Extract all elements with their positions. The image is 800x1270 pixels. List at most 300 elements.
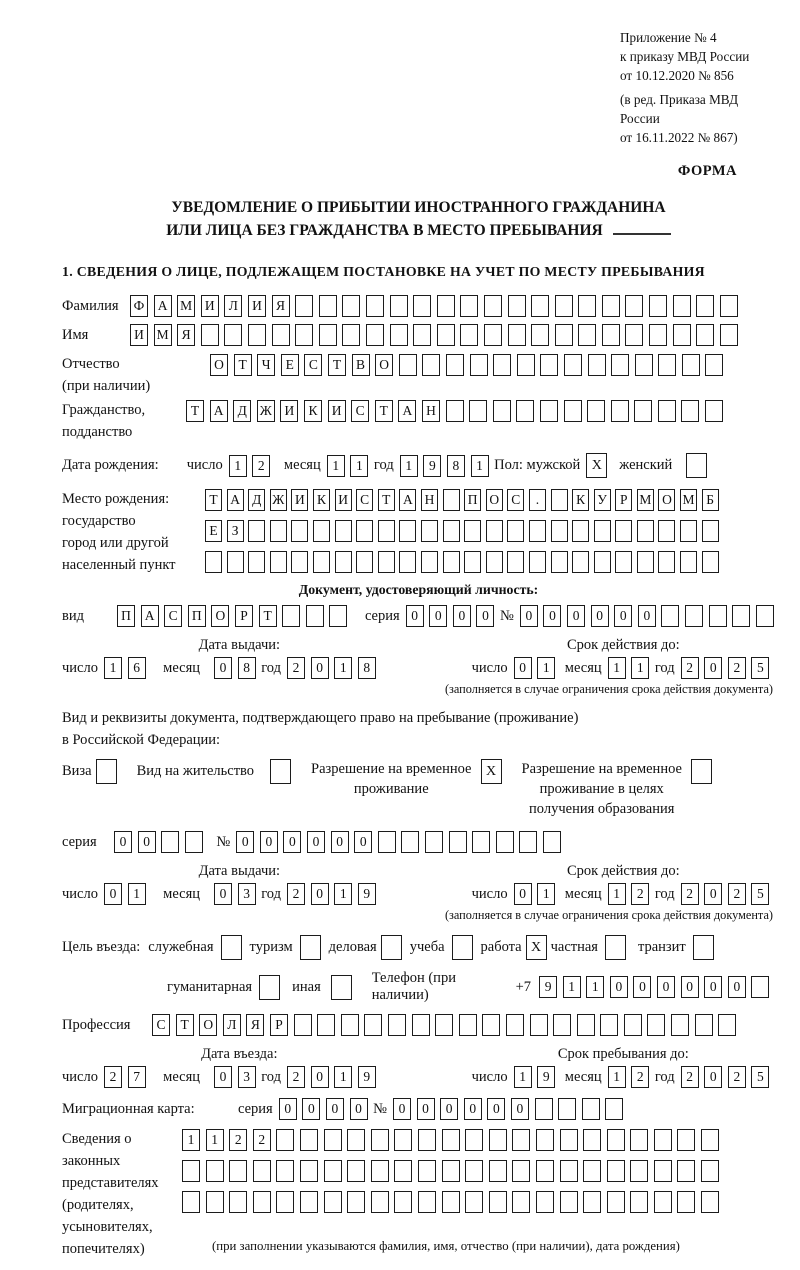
char-cell[interactable]: 0 — [704, 883, 722, 905]
char-cell[interactable]: Я — [177, 324, 195, 346]
char-cell[interactable] — [412, 1014, 430, 1036]
char-cell[interactable] — [615, 551, 632, 573]
char-cell[interactable] — [654, 1191, 672, 1213]
char-cell[interactable] — [658, 551, 675, 573]
char-cell[interactable] — [270, 520, 287, 542]
char-cell[interactable]: 1 — [334, 657, 352, 679]
char-cell[interactable]: О — [211, 605, 229, 627]
char-cell[interactable] — [206, 1191, 224, 1213]
char-cell[interactable]: 0 — [514, 657, 532, 679]
char-cell[interactable] — [482, 1014, 500, 1036]
char-cell[interactable] — [425, 831, 443, 853]
char-cell[interactable]: 2 — [728, 1066, 746, 1088]
char-cell[interactable] — [531, 295, 549, 317]
char-cell[interactable]: 1 — [104, 657, 122, 679]
char-cell[interactable] — [364, 1014, 382, 1036]
char-cell[interactable] — [508, 295, 526, 317]
char-cell[interactable] — [540, 400, 558, 422]
char-cell[interactable] — [248, 520, 265, 542]
char-cell[interactable] — [671, 1014, 689, 1036]
char-cell[interactable]: 2 — [681, 1066, 699, 1088]
char-cell[interactable] — [449, 831, 467, 853]
char-cell[interactable]: 1 — [537, 883, 555, 905]
char-cell[interactable] — [394, 1129, 412, 1151]
char-cell[interactable]: Д — [248, 489, 265, 511]
char-cell[interactable]: 2 — [104, 1066, 122, 1088]
char-cell[interactable] — [506, 1014, 524, 1036]
char-cell[interactable]: 0 — [487, 1098, 505, 1120]
char-cell[interactable] — [701, 1160, 719, 1182]
char-cell[interactable]: 2 — [728, 657, 746, 679]
char-cell[interactable] — [583, 1129, 601, 1151]
char-cell[interactable] — [718, 1014, 736, 1036]
char-cell[interactable] — [319, 324, 337, 346]
char-cell[interactable]: К — [304, 400, 322, 422]
char-cell[interactable] — [421, 551, 438, 573]
char-cell[interactable]: 9 — [358, 883, 376, 905]
char-cell[interactable] — [276, 1191, 294, 1213]
char-cell[interactable]: 9 — [537, 1066, 555, 1088]
char-cell[interactable]: Р — [270, 1014, 288, 1036]
char-cell[interactable]: 0 — [302, 1098, 320, 1120]
char-cell[interactable] — [649, 324, 667, 346]
char-cell[interactable]: 1 — [229, 455, 247, 477]
char-cell[interactable] — [306, 605, 324, 627]
char-cell[interactable]: 0 — [260, 831, 278, 853]
char-cell[interactable]: 1 — [537, 657, 555, 679]
char-cell[interactable] — [696, 324, 714, 346]
char-cell[interactable]: 8 — [358, 657, 376, 679]
char-cell[interactable] — [551, 520, 568, 542]
char-cell[interactable]: А — [154, 295, 172, 317]
char-cell[interactable] — [605, 1098, 623, 1120]
char-cell[interactable]: И — [201, 295, 219, 317]
char-cell[interactable] — [371, 1129, 389, 1151]
visa-checkbox[interactable] — [96, 759, 117, 784]
char-cell[interactable] — [282, 605, 300, 627]
char-cell[interactable]: М — [177, 295, 195, 317]
char-cell[interactable]: 0 — [591, 605, 609, 627]
char-cell[interactable] — [551, 551, 568, 573]
char-cell[interactable] — [335, 520, 352, 542]
char-cell[interactable]: 1 — [128, 883, 146, 905]
char-cell[interactable]: . — [529, 489, 546, 511]
char-cell[interactable] — [607, 1129, 625, 1151]
char-cell[interactable] — [587, 400, 605, 422]
char-cell[interactable] — [635, 354, 653, 376]
char-cell[interactable] — [685, 605, 703, 627]
char-cell[interactable] — [536, 1129, 554, 1151]
char-cell[interactable] — [469, 400, 487, 422]
char-cell[interactable] — [224, 324, 242, 346]
char-cell[interactable] — [291, 520, 308, 542]
char-cell[interactable]: М — [154, 324, 172, 346]
char-cell[interactable] — [442, 1129, 460, 1151]
char-cell[interactable] — [459, 1014, 477, 1036]
char-cell[interactable] — [582, 1098, 600, 1120]
char-cell[interactable] — [564, 400, 582, 422]
char-cell[interactable] — [366, 324, 384, 346]
char-cell[interactable]: 2 — [253, 1129, 271, 1151]
char-cell[interactable] — [600, 1014, 618, 1036]
char-cell[interactable]: 0 — [681, 976, 699, 998]
char-cell[interactable]: К — [572, 489, 589, 511]
char-cell[interactable] — [732, 605, 750, 627]
char-cell[interactable]: 0 — [307, 831, 325, 853]
char-cell[interactable]: С — [356, 489, 373, 511]
char-cell[interactable] — [607, 1160, 625, 1182]
char-cell[interactable] — [677, 1160, 695, 1182]
char-cell[interactable] — [443, 551, 460, 573]
char-cell[interactable] — [446, 354, 464, 376]
char-cell[interactable] — [696, 295, 714, 317]
char-cell[interactable]: 5 — [751, 657, 769, 679]
char-cell[interactable]: 6 — [128, 657, 146, 679]
char-cell[interactable] — [484, 295, 502, 317]
char-cell[interactable]: 1 — [206, 1129, 224, 1151]
char-cell[interactable] — [435, 1014, 453, 1036]
char-cell[interactable]: П — [464, 489, 481, 511]
char-cell[interactable]: 2 — [681, 657, 699, 679]
char-cell[interactable] — [324, 1191, 342, 1213]
char-cell[interactable]: 0 — [520, 605, 538, 627]
char-cell[interactable]: А — [141, 605, 159, 627]
char-cell[interactable]: 5 — [751, 1066, 769, 1088]
char-cell[interactable]: 0 — [214, 657, 232, 679]
char-cell[interactable] — [705, 400, 723, 422]
char-cell[interactable] — [695, 1014, 713, 1036]
char-cell[interactable] — [489, 1160, 507, 1182]
char-cell[interactable] — [531, 324, 549, 346]
char-cell[interactable]: Ч — [257, 354, 275, 376]
char-cell[interactable]: 0 — [453, 605, 471, 627]
char-cell[interactable] — [272, 324, 290, 346]
char-cell[interactable] — [465, 1191, 483, 1213]
char-cell[interactable]: 0 — [283, 831, 301, 853]
char-cell[interactable]: С — [152, 1014, 170, 1036]
char-cell[interactable] — [378, 831, 396, 853]
char-cell[interactable] — [543, 831, 561, 853]
char-cell[interactable]: З — [227, 520, 244, 542]
char-cell[interactable] — [437, 324, 455, 346]
char-cell[interactable]: 0 — [311, 657, 329, 679]
char-cell[interactable]: И — [335, 489, 352, 511]
char-cell[interactable]: 0 — [354, 831, 372, 853]
char-cell[interactable] — [673, 324, 691, 346]
char-cell[interactable] — [489, 1191, 507, 1213]
char-cell[interactable] — [437, 295, 455, 317]
char-cell[interactable] — [342, 324, 360, 346]
char-cell[interactable]: 1 — [327, 455, 345, 477]
char-cell[interactable] — [394, 1160, 412, 1182]
char-cell[interactable] — [489, 1129, 507, 1151]
char-cell[interactable]: Ж — [257, 400, 275, 422]
char-cell[interactable] — [555, 324, 573, 346]
char-cell[interactable] — [418, 1191, 436, 1213]
char-cell[interactable] — [486, 520, 503, 542]
char-cell[interactable] — [324, 1129, 342, 1151]
char-cell[interactable] — [602, 295, 620, 317]
char-cell[interactable]: К — [313, 489, 330, 511]
char-cell[interactable] — [371, 1191, 389, 1213]
char-cell[interactable] — [390, 295, 408, 317]
char-cell[interactable]: 9 — [539, 976, 557, 998]
char-cell[interactable]: А — [227, 489, 244, 511]
purpose-study-checkbox[interactable] — [452, 935, 473, 960]
char-cell[interactable]: 0 — [214, 1066, 232, 1088]
char-cell[interactable]: 0 — [476, 605, 494, 627]
purpose-work-checkbox[interactable]: X — [526, 935, 547, 960]
char-cell[interactable] — [347, 1191, 365, 1213]
char-cell[interactable] — [378, 551, 395, 573]
char-cell[interactable] — [705, 354, 723, 376]
char-cell[interactable] — [201, 324, 219, 346]
char-cell[interactable] — [319, 295, 337, 317]
char-cell[interactable] — [295, 295, 313, 317]
char-cell[interactable] — [720, 324, 738, 346]
char-cell[interactable]: 0 — [236, 831, 254, 853]
char-cell[interactable] — [701, 1129, 719, 1151]
char-cell[interactable] — [611, 354, 629, 376]
char-cell[interactable] — [399, 520, 416, 542]
char-cell[interactable]: А — [398, 400, 416, 422]
char-cell[interactable]: 0 — [657, 976, 675, 998]
char-cell[interactable] — [399, 551, 416, 573]
purpose-commercial-checkbox[interactable] — [381, 935, 402, 960]
char-cell[interactable] — [317, 1014, 335, 1036]
char-cell[interactable] — [560, 1129, 578, 1151]
char-cell[interactable]: Т — [234, 354, 252, 376]
char-cell[interactable] — [681, 400, 699, 422]
char-cell[interactable]: Н — [421, 489, 438, 511]
char-cell[interactable] — [751, 976, 769, 998]
char-cell[interactable] — [516, 400, 534, 422]
char-cell[interactable] — [602, 324, 620, 346]
residence-permit-checkbox[interactable] — [270, 759, 291, 784]
char-cell[interactable]: 0 — [138, 831, 156, 853]
char-cell[interactable] — [470, 354, 488, 376]
char-cell[interactable]: 0 — [704, 1066, 722, 1088]
char-cell[interactable] — [465, 1160, 483, 1182]
char-cell[interactable] — [300, 1160, 318, 1182]
char-cell[interactable]: Т — [205, 489, 222, 511]
char-cell[interactable] — [460, 295, 478, 317]
char-cell[interactable]: 5 — [751, 883, 769, 905]
char-cell[interactable] — [182, 1160, 200, 1182]
char-cell[interactable]: 2 — [287, 1066, 305, 1088]
char-cell[interactable] — [270, 551, 287, 573]
purpose-transit-checkbox[interactable] — [693, 935, 714, 960]
sex-female-checkbox[interactable] — [686, 453, 707, 478]
char-cell[interactable]: 0 — [440, 1098, 458, 1120]
char-cell[interactable] — [658, 520, 675, 542]
char-cell[interactable] — [460, 324, 478, 346]
char-cell[interactable]: 1 — [563, 976, 581, 998]
char-cell[interactable]: Ф — [130, 295, 148, 317]
char-cell[interactable] — [182, 1191, 200, 1213]
char-cell[interactable]: Р — [235, 605, 253, 627]
char-cell[interactable] — [756, 605, 774, 627]
char-cell[interactable]: Ж — [270, 489, 287, 511]
char-cell[interactable]: У — [594, 489, 611, 511]
char-cell[interactable] — [422, 354, 440, 376]
char-cell[interactable] — [517, 354, 535, 376]
char-cell[interactable] — [553, 1014, 571, 1036]
char-cell[interactable] — [508, 324, 526, 346]
char-cell[interactable]: 1 — [334, 883, 352, 905]
char-cell[interactable]: 2 — [287, 883, 305, 905]
char-cell[interactable] — [572, 520, 589, 542]
char-cell[interactable] — [588, 354, 606, 376]
char-cell[interactable] — [577, 1014, 595, 1036]
char-cell[interactable]: 0 — [326, 1098, 344, 1120]
purpose-humanitarian-checkbox[interactable] — [259, 975, 280, 1000]
char-cell[interactable] — [493, 354, 511, 376]
char-cell[interactable]: 0 — [104, 883, 122, 905]
char-cell[interactable]: 0 — [567, 605, 585, 627]
char-cell[interactable]: И — [291, 489, 308, 511]
char-cell[interactable]: 0 — [114, 831, 132, 853]
char-cell[interactable]: Т — [328, 354, 346, 376]
char-cell[interactable]: 0 — [728, 976, 746, 998]
char-cell[interactable] — [540, 354, 558, 376]
char-cell[interactable]: Н — [422, 400, 440, 422]
char-cell[interactable]: 0 — [511, 1098, 529, 1120]
char-cell[interactable] — [654, 1129, 672, 1151]
char-cell[interactable]: 3 — [238, 1066, 256, 1088]
char-cell[interactable] — [677, 1129, 695, 1151]
char-cell[interactable]: 0 — [417, 1098, 435, 1120]
char-cell[interactable] — [702, 551, 719, 573]
char-cell[interactable] — [342, 295, 360, 317]
char-cell[interactable]: 0 — [311, 883, 329, 905]
char-cell[interactable] — [446, 400, 464, 422]
char-cell[interactable]: 0 — [614, 605, 632, 627]
char-cell[interactable]: Б — [702, 489, 719, 511]
char-cell[interactable] — [709, 605, 727, 627]
char-cell[interactable] — [680, 551, 697, 573]
char-cell[interactable] — [634, 400, 652, 422]
char-cell[interactable]: Р — [615, 489, 632, 511]
char-cell[interactable]: 2 — [287, 657, 305, 679]
char-cell[interactable]: 1 — [350, 455, 368, 477]
char-cell[interactable] — [529, 520, 546, 542]
char-cell[interactable]: 0 — [543, 605, 561, 627]
char-cell[interactable]: 1 — [334, 1066, 352, 1088]
char-cell[interactable]: 0 — [279, 1098, 297, 1120]
char-cell[interactable] — [654, 1160, 672, 1182]
purpose-tourism-checkbox[interactable] — [300, 935, 321, 960]
char-cell[interactable] — [558, 1098, 576, 1120]
char-cell[interactable]: 0 — [214, 883, 232, 905]
char-cell[interactable]: 2 — [728, 883, 746, 905]
char-cell[interactable]: 0 — [464, 1098, 482, 1120]
char-cell[interactable] — [625, 324, 643, 346]
char-cell[interactable] — [394, 1191, 412, 1213]
char-cell[interactable]: 7 — [128, 1066, 146, 1088]
char-cell[interactable] — [493, 400, 511, 422]
char-cell[interactable]: С — [164, 605, 182, 627]
char-cell[interactable] — [413, 295, 431, 317]
char-cell[interactable] — [529, 551, 546, 573]
char-cell[interactable] — [594, 520, 611, 542]
purpose-other-checkbox[interactable] — [331, 975, 352, 1000]
char-cell[interactable]: 8 — [447, 455, 465, 477]
char-cell[interactable] — [564, 354, 582, 376]
char-cell[interactable] — [205, 551, 222, 573]
char-cell[interactable] — [512, 1129, 530, 1151]
char-cell[interactable] — [624, 1014, 642, 1036]
char-cell[interactable]: 2 — [252, 455, 270, 477]
char-cell[interactable]: 1 — [471, 455, 489, 477]
char-cell[interactable] — [682, 354, 700, 376]
char-cell[interactable]: Л — [224, 295, 242, 317]
purpose-private-checkbox[interactable] — [605, 935, 626, 960]
char-cell[interactable] — [594, 551, 611, 573]
char-cell[interactable]: О — [486, 489, 503, 511]
char-cell[interactable] — [295, 324, 313, 346]
char-cell[interactable]: О — [375, 354, 393, 376]
char-cell[interactable] — [625, 295, 643, 317]
char-cell[interactable] — [464, 520, 481, 542]
char-cell[interactable]: 0 — [393, 1098, 411, 1120]
char-cell[interactable]: 0 — [350, 1098, 368, 1120]
char-cell[interactable]: 1 — [631, 657, 649, 679]
char-cell[interactable]: Е — [281, 354, 299, 376]
char-cell[interactable] — [507, 551, 524, 573]
char-cell[interactable]: 1 — [514, 1066, 532, 1088]
char-cell[interactable]: Л — [223, 1014, 241, 1036]
char-cell[interactable] — [507, 520, 524, 542]
char-cell[interactable] — [291, 551, 308, 573]
char-cell[interactable]: О — [658, 489, 675, 511]
char-cell[interactable] — [300, 1191, 318, 1213]
char-cell[interactable] — [347, 1129, 365, 1151]
char-cell[interactable] — [702, 520, 719, 542]
char-cell[interactable]: 3 — [238, 883, 256, 905]
char-cell[interactable] — [615, 520, 632, 542]
char-cell[interactable]: 0 — [704, 976, 722, 998]
char-cell[interactable]: 0 — [429, 605, 447, 627]
char-cell[interactable]: И — [328, 400, 346, 422]
char-cell[interactable]: А — [210, 400, 228, 422]
char-cell[interactable] — [512, 1191, 530, 1213]
char-cell[interactable] — [519, 831, 537, 853]
char-cell[interactable]: Я — [246, 1014, 264, 1036]
char-cell[interactable]: Т — [186, 400, 204, 422]
char-cell[interactable] — [572, 551, 589, 573]
char-cell[interactable]: 0 — [633, 976, 651, 998]
char-cell[interactable] — [464, 551, 481, 573]
char-cell[interactable] — [583, 1160, 601, 1182]
char-cell[interactable]: П — [117, 605, 135, 627]
char-cell[interactable] — [300, 1129, 318, 1151]
char-cell[interactable] — [161, 831, 179, 853]
char-cell[interactable] — [371, 1160, 389, 1182]
char-cell[interactable]: В — [352, 354, 370, 376]
char-cell[interactable] — [465, 1129, 483, 1151]
char-cell[interactable] — [341, 1014, 359, 1036]
purpose-business-checkbox[interactable] — [221, 935, 242, 960]
char-cell[interactable] — [677, 1191, 695, 1213]
char-cell[interactable] — [335, 551, 352, 573]
char-cell[interactable]: Д — [233, 400, 251, 422]
char-cell[interactable]: 0 — [610, 976, 628, 998]
char-cell[interactable] — [578, 324, 596, 346]
char-cell[interactable] — [227, 551, 244, 573]
char-cell[interactable] — [637, 520, 654, 542]
char-cell[interactable] — [486, 551, 503, 573]
